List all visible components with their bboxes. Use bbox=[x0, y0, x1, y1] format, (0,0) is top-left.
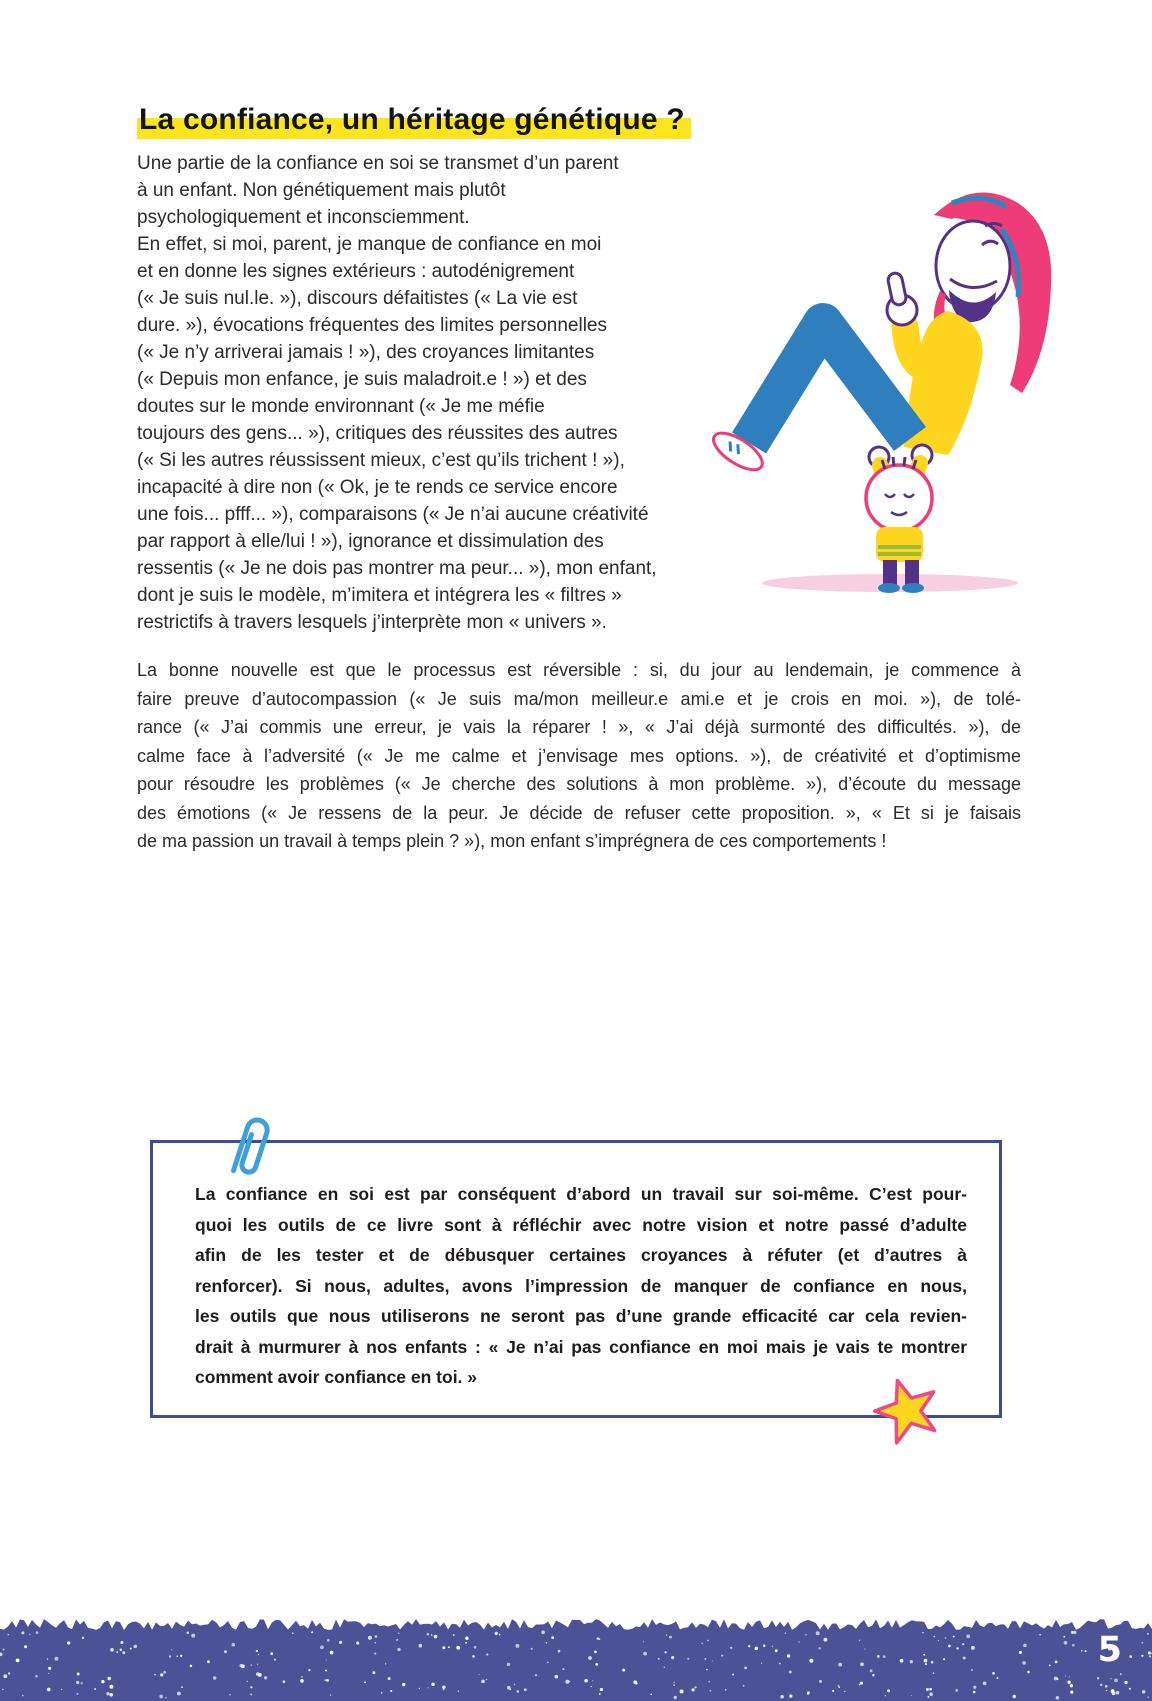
child-shoe-right bbox=[902, 583, 924, 593]
callout-text bbox=[195, 1179, 967, 1393]
intro-paragraph bbox=[137, 150, 657, 636]
text-line: ressentis (« Je ne dois pas montrer ma peur... »), mon enfant, bbox=[137, 558, 657, 579]
text-line: et en donne les signes extérieurs : autodénigrement bbox=[137, 261, 575, 282]
text-line: (« Si les autres réussissent mieux, c’est qu’ils trichent ! »), bbox=[137, 450, 625, 471]
text-line: La confiance en soi est par conséquent d’abord un travail sur soi-même. C’est pour- bbox=[195, 1184, 967, 1204]
footer-texture bbox=[0, 1606, 1152, 1701]
text-line: La bonne nouvelle est que le processus est réversible : si, du jour au lendemain, je commence à bbox=[137, 660, 1021, 680]
second-paragraph bbox=[137, 656, 1021, 856]
text-line: (« Depuis mon enfance, je suis maladroit.e ! ») et des bbox=[137, 369, 587, 390]
text-line: de ma passion un travail à temps plein ? »), mon enfant s’imprégnera de ces comportements ! bbox=[137, 831, 887, 851]
child-pants-right bbox=[905, 560, 919, 586]
callout-box bbox=[150, 1140, 1002, 1418]
text-line: renforcer). Si nous, adultes, avons l’impression de manquer de confiance en nous, bbox=[195, 1275, 967, 1296]
footer-band bbox=[0, 1606, 1152, 1701]
paperclip-icon bbox=[225, 1113, 277, 1185]
text-line: rance (« J’ai commis une erreur, je vais la réparer ! », « J’ai déjà surmonté des difficultés. »), de bbox=[137, 717, 1021, 737]
text-line: restrictifs à travers lesquels j’interprète mon « univers ». bbox=[137, 612, 607, 633]
child-head bbox=[866, 465, 932, 531]
text-line: En effet, si moi, parent, je manque de confiance en moi bbox=[137, 234, 602, 255]
text-line: psychologiquement et inconsciemment. bbox=[137, 207, 470, 228]
text-line: par rapport à elle/lui ! »), ignorance et dissimulation des bbox=[137, 531, 604, 552]
page-title bbox=[137, 103, 691, 137]
text-line: dont je suis le modèle, m’imitera et intégrera les « filtres » bbox=[137, 585, 622, 606]
text-line: drait à murmurer à nos enfants : « Je n’ai pas confiance en moi mais je vais te montrer bbox=[195, 1336, 967, 1357]
illustration-svg bbox=[652, 163, 1092, 595]
text-line: calme face à l’adversité (« Je me calme et j’envisage mes options. »), de créativité et d’optimisme bbox=[137, 745, 1021, 766]
text-line: (« Je suis nul.le. »), discours défaitistes (« La vie est bbox=[137, 288, 578, 309]
highlighted-title-text: La confiance, un héritage génétique ? bbox=[137, 103, 691, 139]
text-line: une fois... pfff... »), comparaisons (« Je n’ai aucune créativité bbox=[137, 504, 649, 525]
child-pants-left bbox=[883, 560, 897, 586]
woman-head bbox=[936, 221, 1010, 311]
text-line: comment avoir confiance en toi. » bbox=[195, 1367, 478, 1387]
star-icon bbox=[870, 1373, 944, 1447]
child-shoe-left bbox=[878, 583, 900, 593]
parent-child-illustration bbox=[652, 163, 1092, 595]
text-line: toujours des gens... »), critiques des réussites des autres bbox=[137, 423, 618, 444]
text-line: faire preuve d’autocompassion (« Je suis ma/mon meilleur.e ami.e et je crois en moi. »), de tolé- bbox=[137, 688, 1021, 709]
child-shirt bbox=[876, 527, 923, 562]
text-line: à un enfant. Non génétiquement mais plutôt bbox=[137, 180, 506, 201]
text-line: les outils que nous utiliserons ne seront pas d’une grande efficacité car cela revien- bbox=[195, 1306, 967, 1326]
text-line: dure. »), évocations fréquentes des limites personnelles bbox=[137, 315, 607, 336]
text-line: des émotions (« Je ressens de la peur. Je décide de refuser cette proposition. », « Et si je faisais bbox=[137, 802, 1021, 823]
text-line: doutes sur le monde environnant (« Je me méfie bbox=[137, 396, 545, 417]
text-line: (« Je n’y arriverai jamais ! »), des croyances limitantes bbox=[137, 342, 595, 363]
woman-legs bbox=[749, 323, 910, 443]
page-number: 5 bbox=[1097, 1630, 1122, 1670]
text-line: afin de les tester et de débusquer certaines croyances à réfuter (et d’autres à bbox=[195, 1245, 967, 1265]
text-line: Une partie de la confiance en soi se transmet d’un parent bbox=[137, 153, 619, 174]
text-line: incapacité à dire non (« Ok, je te rends ce service encore bbox=[137, 477, 618, 498]
text-line: pour résoudre les problèmes (« Je cherche des solutions à mon problème. »), d’écoute du message bbox=[137, 774, 1021, 794]
text-line: quoi les outils de ce livre sont à réfléchir avec notre vision et notre passé d’adulte bbox=[195, 1214, 967, 1235]
